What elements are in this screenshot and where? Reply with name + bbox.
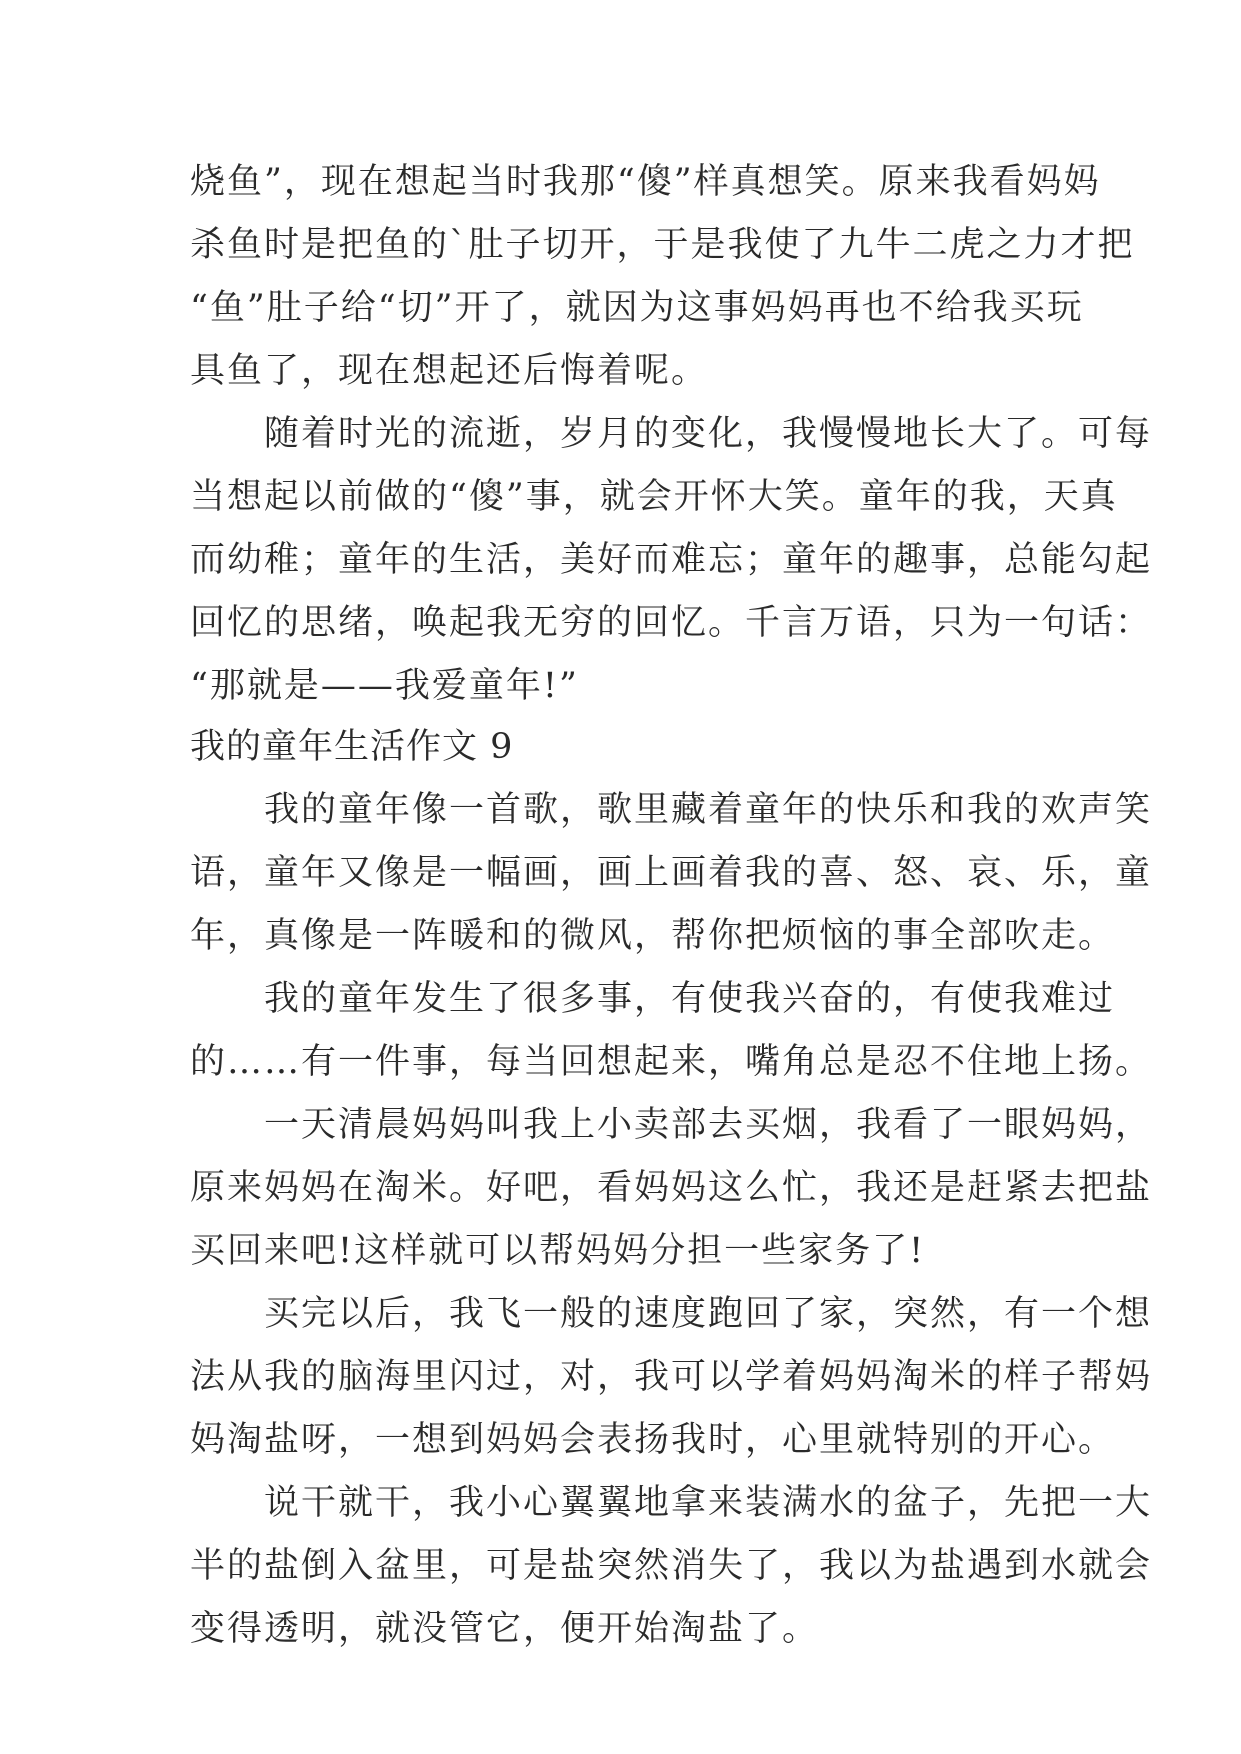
text-line: 语，童年又像是一幅画，画上画着我的喜、怒、哀、乐，童 — [190, 853, 1153, 893]
text-line: 法从我的脑海里闪过，对，我可以学着妈妈淘米的样子帮妈 — [190, 1357, 1153, 1397]
text-line: 而幼稚；童年的生活，美好而难忘；童年的趣事，总能勾起 — [190, 540, 1153, 580]
text-line: “那就是——我爱童年!” — [190, 666, 579, 706]
text-line: 杀鱼时是把鱼的`肚子切开，于是我使了九牛二虎之力才把 — [190, 225, 1135, 265]
text-line: 随着时光的流逝，岁月的变化，我慢慢地长大了。可每 — [190, 414, 1153, 454]
text-line: 半的盐倒入盆里，可是盐突然消失了，我以为盐遇到水就会 — [190, 1546, 1153, 1586]
text-line: 当想起以前做的“傻”事，就会开怀大笑。童年的我，天真 — [190, 477, 1118, 517]
text-line: 原来妈妈在淘米。好吧，看妈妈这么忙，我还是赶紧去把盐 — [190, 1168, 1153, 1208]
text-line: 烧鱼”，现在想起当时我那“傻”样真想笑。原来我看妈妈 — [190, 162, 1101, 202]
text-line: 我的童年像一首歌，歌里藏着童年的快乐和我的欢声笑 — [190, 790, 1153, 830]
text-line: 买完以后，我飞一般的速度跑回了家，突然，有一个想 — [190, 1294, 1153, 1334]
text-line: 的……有一件事，每当回想起来，嘴角总是忍不住地上扬。 — [190, 1042, 1153, 1082]
text-line: “鱼”肚子给“切”开了，就因为这事妈妈再也不给我买玩 — [190, 288, 1084, 328]
text-line: 变得透明，就没管它，便开始淘盐了。 — [190, 1609, 820, 1649]
text-line: 说干就干，我小心翼翼地拿来装满水的盆子，先把一大 — [190, 1483, 1153, 1523]
text-line: 买回来吧!这样就可以帮妈妈分担一些家务了! — [190, 1231, 926, 1271]
text-line: 一天清晨妈妈叫我上小卖部去买烟，我看了一眼妈妈， — [190, 1105, 1153, 1145]
section-heading: 我的童年生活作文 9 — [190, 727, 514, 767]
text-line: 我的童年发生了很多事，有使我兴奋的，有使我难过 — [190, 979, 1116, 1019]
text-line: 年，真像是一阵暖和的微风，帮你把烦恼的事全部吹走。 — [190, 916, 1116, 956]
text-line: 具鱼了，现在想起还后悔着呢。 — [190, 351, 709, 391]
text-line: 妈淘盐呀，一想到妈妈会表扬我时，心里就特别的开心。 — [190, 1420, 1116, 1460]
text-line: 回忆的思绪，唤起我无穷的回忆。千言万语，只为一句话： — [190, 603, 1153, 643]
